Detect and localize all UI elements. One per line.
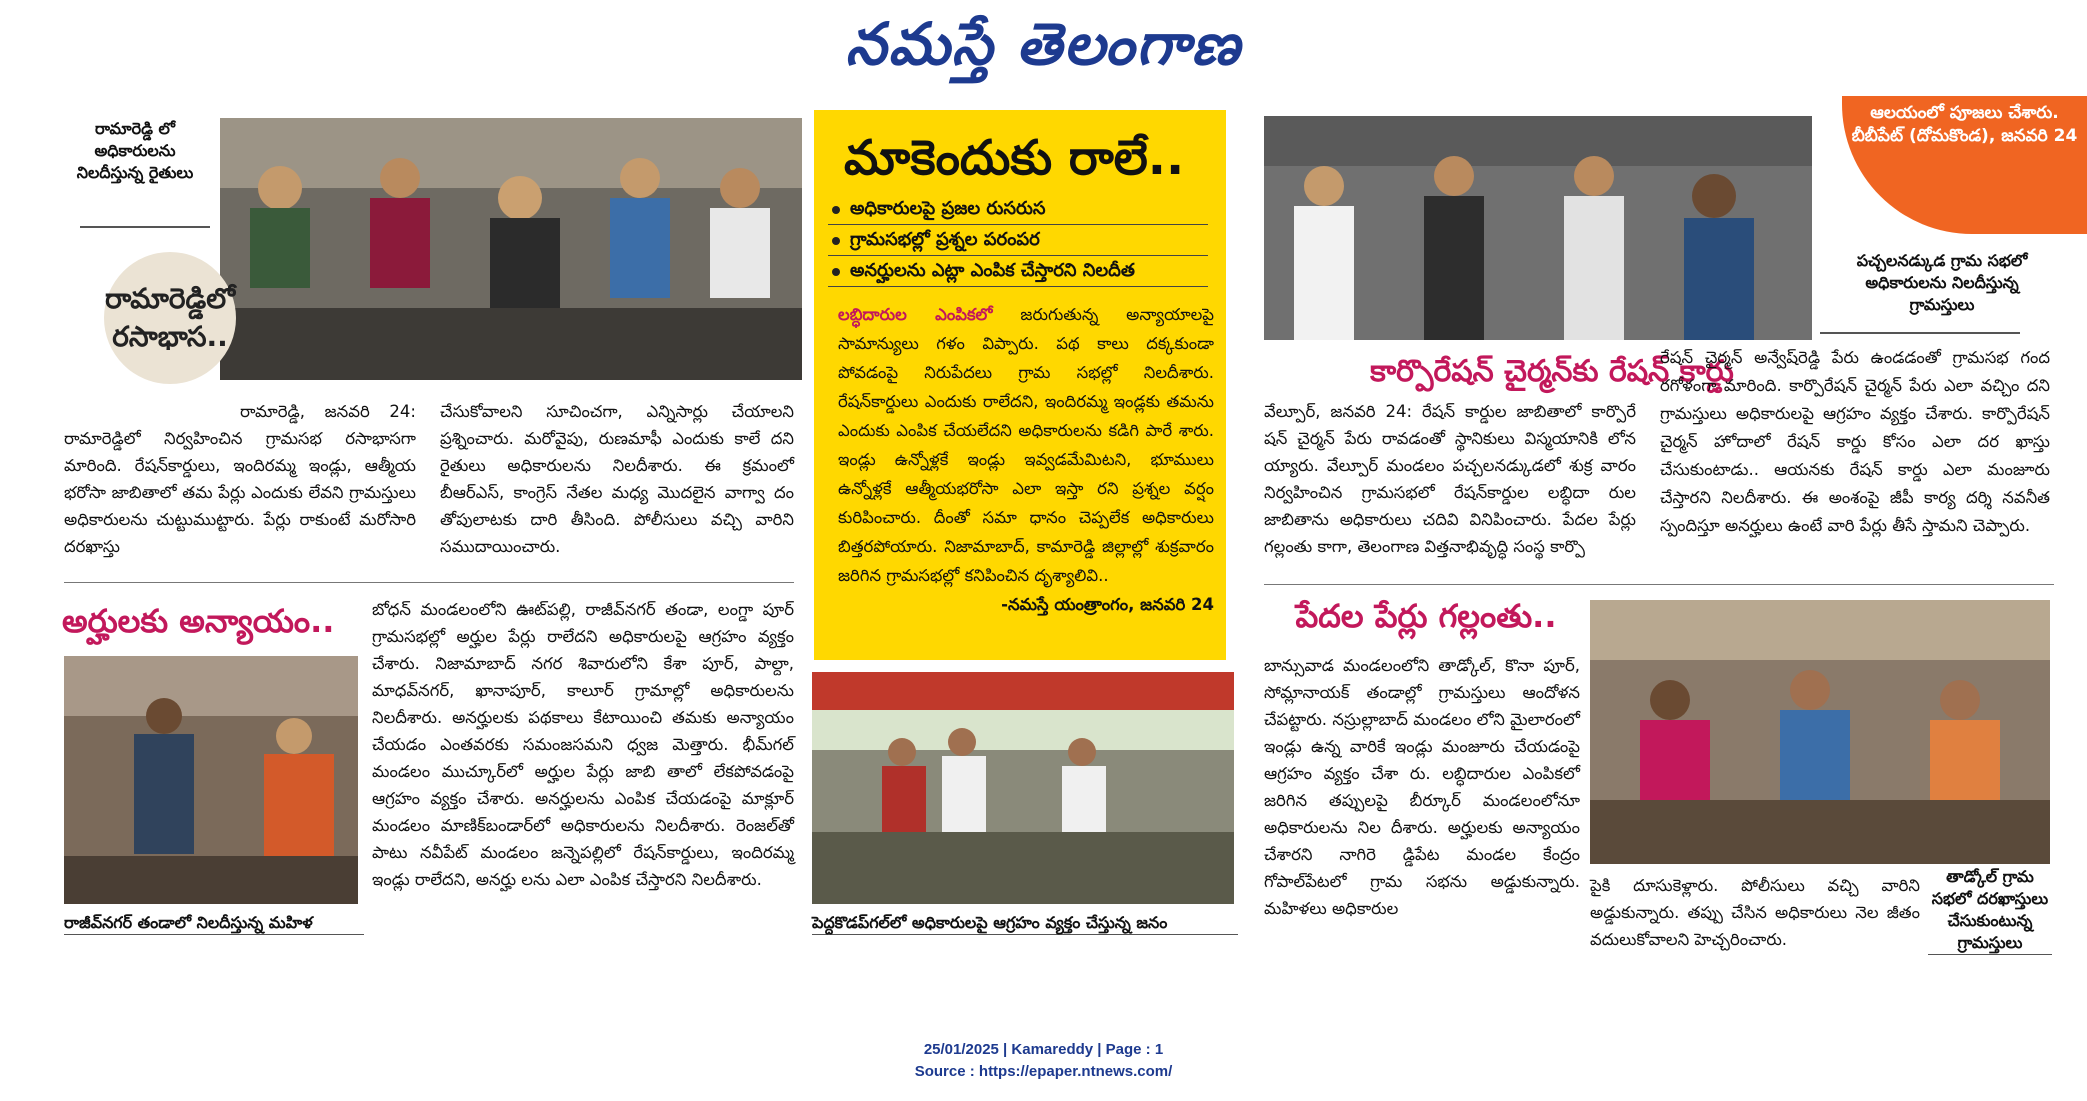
headline-arhulaku-anyayam: అర్హులకు అన్యాయం.. xyxy=(62,602,335,640)
story-title-circle xyxy=(104,252,236,384)
divider xyxy=(64,582,794,583)
headline-makenduku-rale: మాకెందుకు రాలే.. xyxy=(844,130,1185,186)
gallantu-story-col2: పైకి దూసుకెళ్లారు. పోలీసులు వచ్చి వారిని అడ్డుకున్నారు. తప్పు చేసిన అధికారులు నెల జీతం వదులుకోవాలని హెచ్చరించారు. xyxy=(1590,876,1920,949)
chairman-story-col2: రేషన్ చైర్మన్ అన్వేష్‌రెడ్డి పేరు ఉండడంతో గ్రామసభ గంద రగోళంగా మారింది. కార్పొరేషన్ చైర్మన్ పేరు ఎలా వచ్చిం దని గ్రామస్తులు అధికారులపై ఆగ్రహం వ్యక్తం చేశారు. కార్పొరేషన్ చైర్మన్ హోదాలో రేషన్ కార్డు కోసం ఎలా దర ఖాస్తు చేసుకుంటాడు.. ఆయనకు రేషన్ కార్డు ఎలా మంజూరు చేస్తారని నిలదీశారు. ఈ అంశంపై జీపీ కార్య దర్శి నవనీత స్పందిస్తూ అనర్హులు ఉంటే వారి పేర్లు తీసే స్తామని చెప్పారు. xyxy=(1660,348,2050,535)
bullet-item: గ్రామసభల్లో ప్రశ్నల పరంపర xyxy=(828,225,1208,256)
footer-date-edition: 25/01/2025 | Kamareddy | Page : 1 xyxy=(923,1041,1164,1058)
photo-ramareddy-gramasabha xyxy=(220,118,802,380)
divider xyxy=(1264,584,2054,585)
center-credit: -నమస్తే యంత్రాంగం, జనవరి 24 xyxy=(1001,595,1214,614)
headline-pedala-perlu-gallantu: పేదల పేర్లు గల్లంతు.. xyxy=(1295,597,1557,635)
photo-caption-ramareddy: రామారెడ్డి లో అధికారులను నిలదీస్తున్న రైతులు xyxy=(76,119,194,182)
bullet-item: అధికారులపై ప్రజల రుసరుస xyxy=(828,194,1208,225)
lead-phrase: లబ్ధిదారుల ఎంపికలో xyxy=(838,305,993,324)
photo-caption-pachalanadkuda: పచ్చలనడ్కుడ గ్రామ సభలో అధికారులను నిలదీస్తున్న గ్రామస్తులు xyxy=(1856,251,2028,314)
center-body-text: జరుగుతున్న అన్యాయాలపై సామాన్యులు గళం విప్పారు. పథ కాలు దక్కకుండా పోవడంపై నిరుపేదలు గ్రామ సభల్లో నిలదీశారు. రేషన్‌కార్డులు ఎందుకు రాలేదని, ఇందిరమ్మ ఇండ్లకు తమను ఎందుకు ఎంపిక చేయలేదని అధికారులను కడిగి పారే శారు. ఇండ్లు ఉన్నోళ్లకే ఇండ్లు ఇవ్వడమేమిటని, భూములు ఉన్నోళ్లకే ఆత్మీయభరోసా ఎలా ఇస్తా రని ప్రశ్నల వర్షం కురిపించారు. దీంతో సమా ధానం చెప్పలేక అధికారులు బిత్తరపోయారు. నిజామాబాద్, కామారెడ్డి జిల్లాల్లో శుక్రవారం జరిగిన గ్రామసభల్లో కనిపించిన దృశ్యాలివి.. xyxy=(838,305,1215,585)
masthead: నమస్తే తెలంగాణ xyxy=(845,10,1242,78)
center-bullets xyxy=(828,194,1208,287)
ramareddy-story-col2: చేసుకోవాలని సూచించగా, ఎన్నిసార్లు చేయాలని ప్రశ్నించారు. మరోవైపు, రుణమాఫీ ఎందుకు కాలే దని రైతులు అధికారులను నిలదీశారు. ఈ క్రమంలో బీఆర్ఎస్, కాంగ్రెస్ నేతల మధ్య మొదలైన వాగ్వా దం తోపులాటకు దారి తీసింది. పోలీసులు వచ్చి వారిని సముదాయించారు. xyxy=(440,402,794,556)
photo-rajivnagar-tanda xyxy=(64,656,358,904)
photo-caption-tadkol: తాడ్కోల్ గ్రామ సభలో దరఖాస్తులు చేసుకుంటున్న గ్రామస్తులు xyxy=(1928,866,2052,955)
center-story-body xyxy=(838,300,1214,619)
bullet-item: అనర్హులను ఎట్లా ఎంపిక చేస్తారని నిలదీత xyxy=(828,256,1208,287)
arhulaku-anyayam-story: బోధన్ మండలంలోని ఊట్‌పల్లి, రాజీవ్‌నగర్ తండా, లంగ్డా పూర్ గ్రామసభల్లో అర్హుల పేర్లు రాలేదని అధికారులపై ఆగ్రహం వ్యక్తం చేశారు. నిజామాబాద్ నగర శివారులోని కేశా పూర్, పాల్దా, మాధవ్‌నగర్, ఖానాపూర్, కాలూర్ గ్రామాల్లో అధికారులను నిలదీశారు. అనర్హులకు పథకాలు కేటాయించి తమకు అన్యాయం చేయడం ఎంతవరకు సమంజసమని ధ్వజ మెత్తారు. భీమ్‌గల్ మండలం ముచ్కూర్‌లో అర్హుల పేర్లు జాబి తాలో లేకపోవడంపై ఆగ్రహం వ్యక్తం చేశారు. అనర్హులను ఎంపిక చేయడంపై మాక్లూర్ మండలం మాణిక్‌బండార్‌లో అధికారులను నిలదీశారు. రెంజల్‌తో పాటు నవీపేట్ మండలం జన్నెపల్లిలో రేషన్‌కార్డులు, ఇందిరమ్మ ఇండ్లు రాలేదని, అనర్హు లను ఎలా ఎంపిక చేస్తారని నిలదీశారు. xyxy=(372,600,794,889)
photo-peddakodapgal xyxy=(812,672,1234,904)
ramareddy-story-col1: రామారెడ్డి, జనవరి 24: రామారెడ్డిలో నిర్వహించిన గ్రామసభ రసాభాసగా మారింది. రేషన్‌కార్డులు, ఇందిరమ్మ ఇండ్లు, ఆత్మీయ భరోసా జాబితాలో తమ పేర్లు ఎందుకు లేవని గ్రామస్తులు అధికారులను చుట్టుముట్టారు. పేర్లు రాకుంటే మరోసారి దరఖాస్తు xyxy=(64,402,416,556)
photo-tadkol-gramasabha xyxy=(1590,600,2050,864)
chairman-story-col1: వేల్పూర్, జనవరి 24: రేషన్ కార్డుల జాబితాలో కార్పొరే షన్ చైర్మన్ పేరు రావడంతో స్థానికులు విస్మయానికి లోన య్యారు. వేల్పూర్ మండలం పచ్చలనడ్కుడలో శుక్ర వారం నిర్వహించిన గ్రామసభలో రేషన్‌కార్డుల లబ్ధిదా రుల జాబితాను అధికారులు చదివి వినిపించారు. పేదల పేర్లు గల్లంతు కాగా, తెలంగాణ విత్తనాభివృద్ధి సంస్థ కార్పొ xyxy=(1264,402,1636,556)
headline-corporation-chairman-ration-card: కార్పొరేషన్ చైర్మన్‌కు రేషన్ కార్డు xyxy=(1370,354,1734,389)
caption-arrow xyxy=(1820,332,2020,334)
footer-source: Source : https://epaper.ntnews.com/ xyxy=(914,1063,1173,1080)
photo-caption-rajivnagar: రాజీవ్‌నగర్ తండాలో నిలదీస్తున్న మహిళ xyxy=(64,912,364,935)
orange-circle-note xyxy=(1842,96,2087,234)
story-title: రామారెడ్డిలో రసాభాస.. xyxy=(104,282,236,353)
caption-arrow xyxy=(80,226,210,228)
orange-note-text: ఆలయంలో పూజలు చేశారు. బీబీపేట్ (దోమకొండ), జనవరి 24 xyxy=(1851,103,2078,146)
gallantu-story-col1: బాన్సువాడ మండలంలోని తాడ్కోల్, కొనా పూర్, సోమ్లానాయక్ తండాల్లో గ్రామస్తులు ఆందోళన చేపట్టారు. నస్రుల్లాబాద్ మండలం లోని మైలారంలో ఇండ్లు ఉన్న వారికే ఇండ్లు మంజూరు చేయడంపై ఆగ్రహం వ్యక్తం చేశా రు. లబ్ధిదారుల ఎంపికలో జరిగిన తప్పులపై బీర్కూర్ మండలంలోనూ అధికారులను నిల దీశారు. అర్హులకు అన్యాయం చేశారని నాగిరె డ్డిపేట మండల కేంద్రం గోపాల్‌పేటలో గ్రామ సభను అడ్డుకున్నారు. మహిళలు అధికారుల xyxy=(1264,656,1580,918)
photo-pachalanadkuda xyxy=(1264,116,1812,340)
photo-caption-peddakodapgal: పెద్దకొడప్‌గల్‌లో అధికారులపై ఆగ్రహం వ్యక్తం చేస్తున్న జనం xyxy=(812,912,1238,935)
